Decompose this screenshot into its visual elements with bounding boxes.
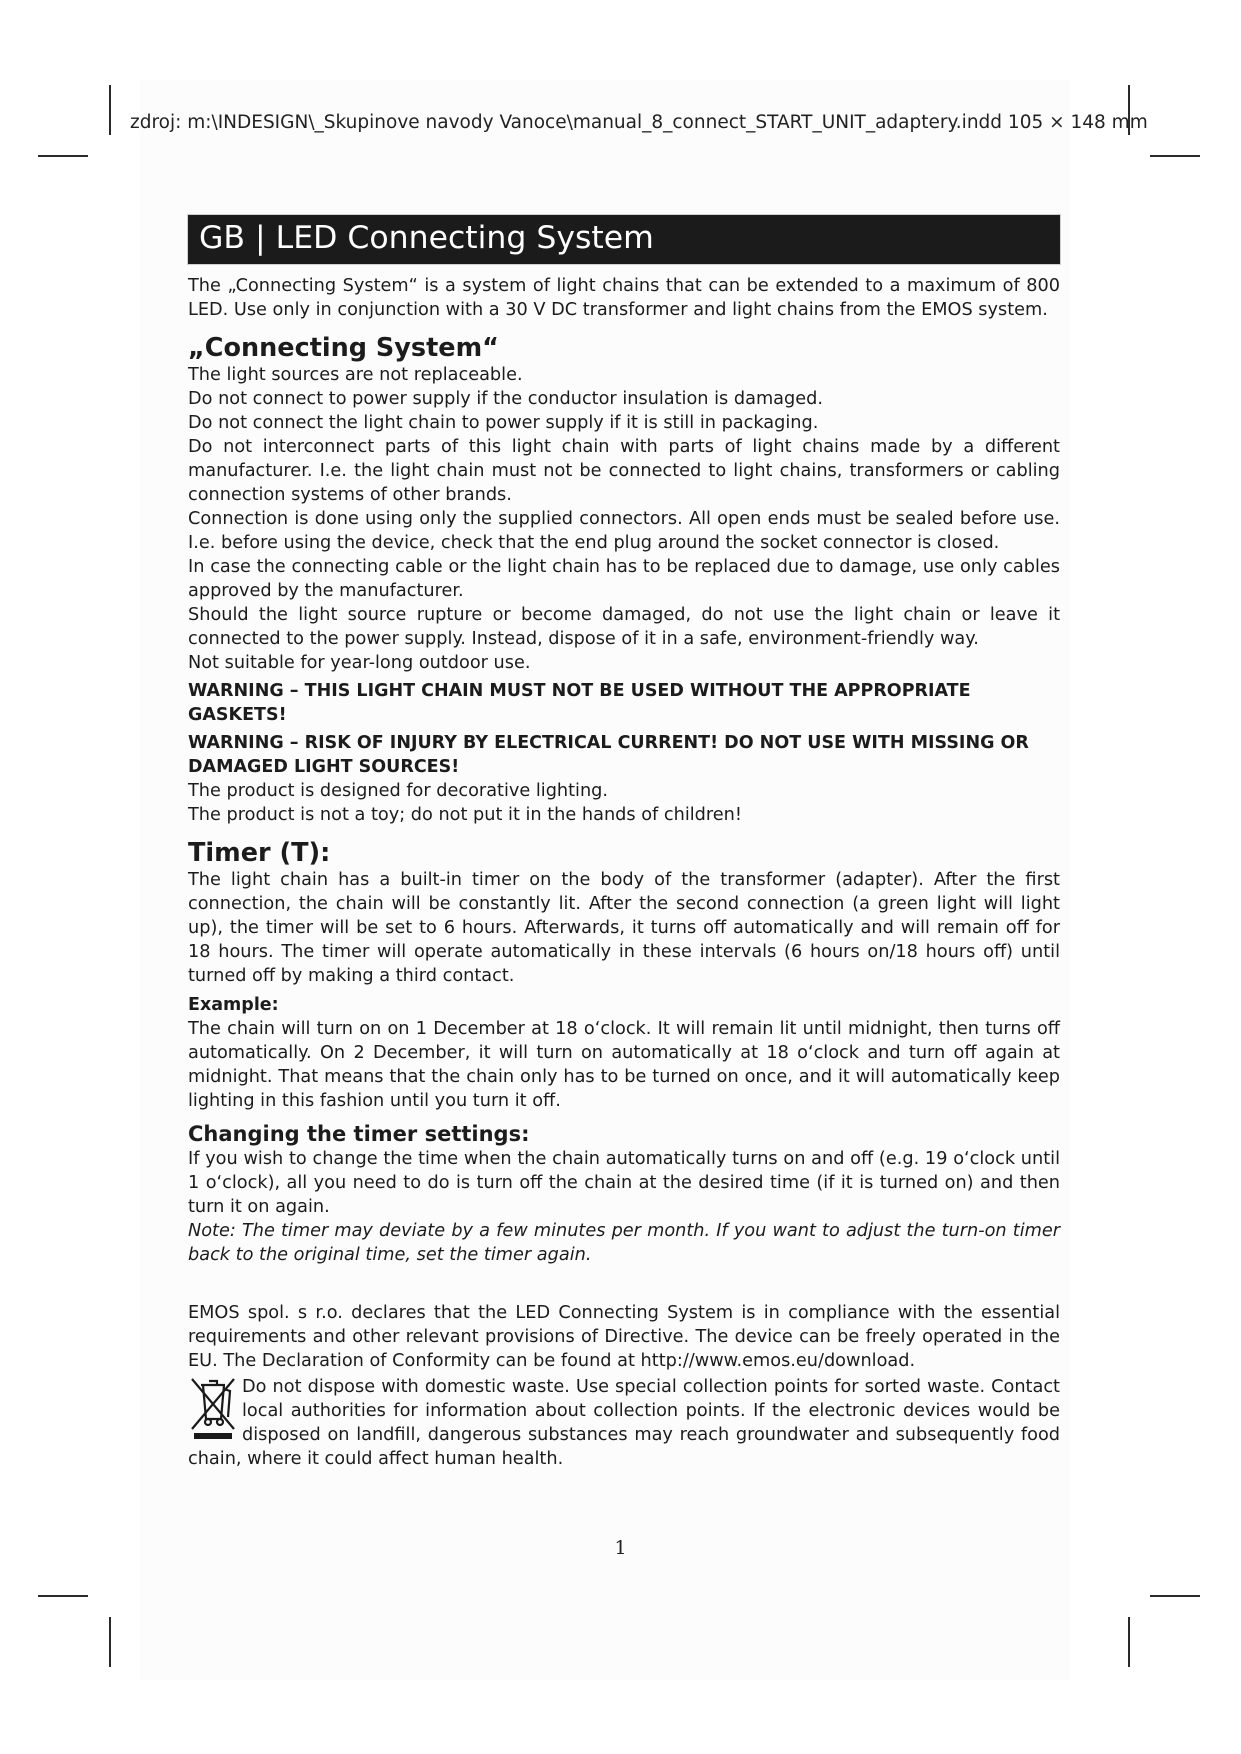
crop-mark-top-right-horizontal (1150, 155, 1200, 157)
intro-paragraph: The „Connecting System“ is a system of light chains that can be extended to a maximum of 800 LED. Use only in conjunction with a 30 V DC transformer and light chains from the EMOS system. (188, 276, 1060, 320)
disposal-notice (188, 1375, 1060, 1471)
timer-paragraph: The light chain has a built-in timer on the body of the transformer (adapter). After the first connection, the chain will be constantly lit. After the second connection (a green light will light up), the timer will be set to 6 hours. Afterwards, it turns off automatically and will remain off for 18 hours. The timer will operate automatically in these intervals (6 hours on/18 hours off) until turned off by making a third contact. (188, 870, 1060, 986)
disposal-text: Do not dispose with domestic waste. Use special collection points for sorted waste. Contact local authorities for information about collection points. If the electronic devices would be disposed on landfill, dangerous substances may reach groundwater and subsequently food chain, where it could affect human health. (188, 1377, 1060, 1469)
timer-heading: Timer (T): (188, 838, 331, 868)
example-paragraph: The chain will turn on on 1 December at 18 o‘clock. It will remain lit until midnight, then turns off automatically. On 2 December, it will turn on automatically at 18 o‘clock and turn off again at midnight. That means that the chain only has to be turned on once, and it will automatically keep lighting in this fashion until you turn it off. (188, 1019, 1060, 1111)
changing-timer-heading: Changing the timer settings: (188, 1122, 530, 1146)
warning-gaskets: WARNING – THIS LIGHT CHAIN MUST NOT BE USED WITHOUT THE APPROPRIATE GASKETS! (188, 681, 971, 725)
crop-mark-bottom-left-vertical (109, 1617, 111, 1667)
example-label: Example: (188, 995, 279, 1015)
crop-mark-bottom-left-horizontal (38, 1595, 88, 1597)
warning-electrical-current: WARNING – RISK OF INJURY BY ELECTRICAL CURRENT! DO NOT USE WITH MISSING OR DAMAGED LIGHT SOURCES! (188, 733, 1029, 777)
title-banner: GB | LED Connecting System (188, 215, 1060, 264)
safety-line: Do not interconnect parts of this light chain with parts of light chains made by a different manufacturer. I.e. the light chain must not be connected to light chains, transformers or cabling connection systems of other brands. (188, 437, 1060, 505)
declaration-of-conformity: EMOS spol. s r.o. declares that the LED Connecting System is in compliance with the essential requirements and other relevant provisions of Directive. The device can be freely operated in the EU. The Declaration of Conformity can be found at http://www.emos.eu/download. (188, 1303, 1060, 1371)
connecting-system-heading: „Connecting System“ (188, 333, 499, 363)
crossed-out-wheelie-bin-icon (188, 1375, 238, 1441)
page-number: 1 (614, 1537, 627, 1559)
safety-line: Do not connect to power supply if the conductor insulation is damaged. (188, 389, 823, 409)
crop-mark-bottom-right-horizontal (1150, 1595, 1200, 1597)
crop-mark-top-left-vertical (109, 85, 111, 135)
changing-timer-paragraph: If you wish to change the time when the chain automatically turns on and off (e.g. 19 o‘clock until 1 o‘clock), all you need to do is turn off the chain at the desired time (if it is turned on) and then turn it on again. (188, 1149, 1060, 1217)
safety-line: Should the light source rupture or become damaged, do not use the light chain or leave it connected to the power supply. Instead, dispose of it in a safe, environment-friendly way. (188, 605, 1060, 649)
crop-mark-bottom-right-vertical (1128, 1617, 1130, 1667)
timer-note: Note: The timer may deviate by a few minutes per month. If you want to adjust the turn-on timer back to the original time, set the timer again. (188, 1221, 1060, 1265)
usage-line: The product is designed for decorative lighting. (188, 781, 609, 801)
usage-line: The product is not a toy; do not put it in the hands of children! (188, 805, 742, 825)
safety-line: Do not connect the light chain to power supply if it is still in packaging. (188, 413, 819, 433)
safety-line: Not suitable for year-long outdoor use. (188, 653, 531, 673)
safety-line: Connection is done using only the supplied connectors. All open ends must be sealed before use. I.e. before using the device, check that the end plug around the socket connector is closed. (188, 509, 1060, 553)
file-slug-line: zdroj: m:\INDESIGN\_Skupinove navody Vanoce\manual_8_connect_START_UNIT_adaptery.indd 105 × 148 mm (130, 112, 1148, 133)
manual-content (188, 215, 1060, 1471)
safety-line: The light sources are not replaceable. (188, 365, 523, 385)
safety-line: In case the connecting cable or the light chain has to be replaced due to damage, use only cables approved by the manufacturer. (188, 557, 1060, 601)
crop-mark-top-left-horizontal (38, 155, 88, 157)
